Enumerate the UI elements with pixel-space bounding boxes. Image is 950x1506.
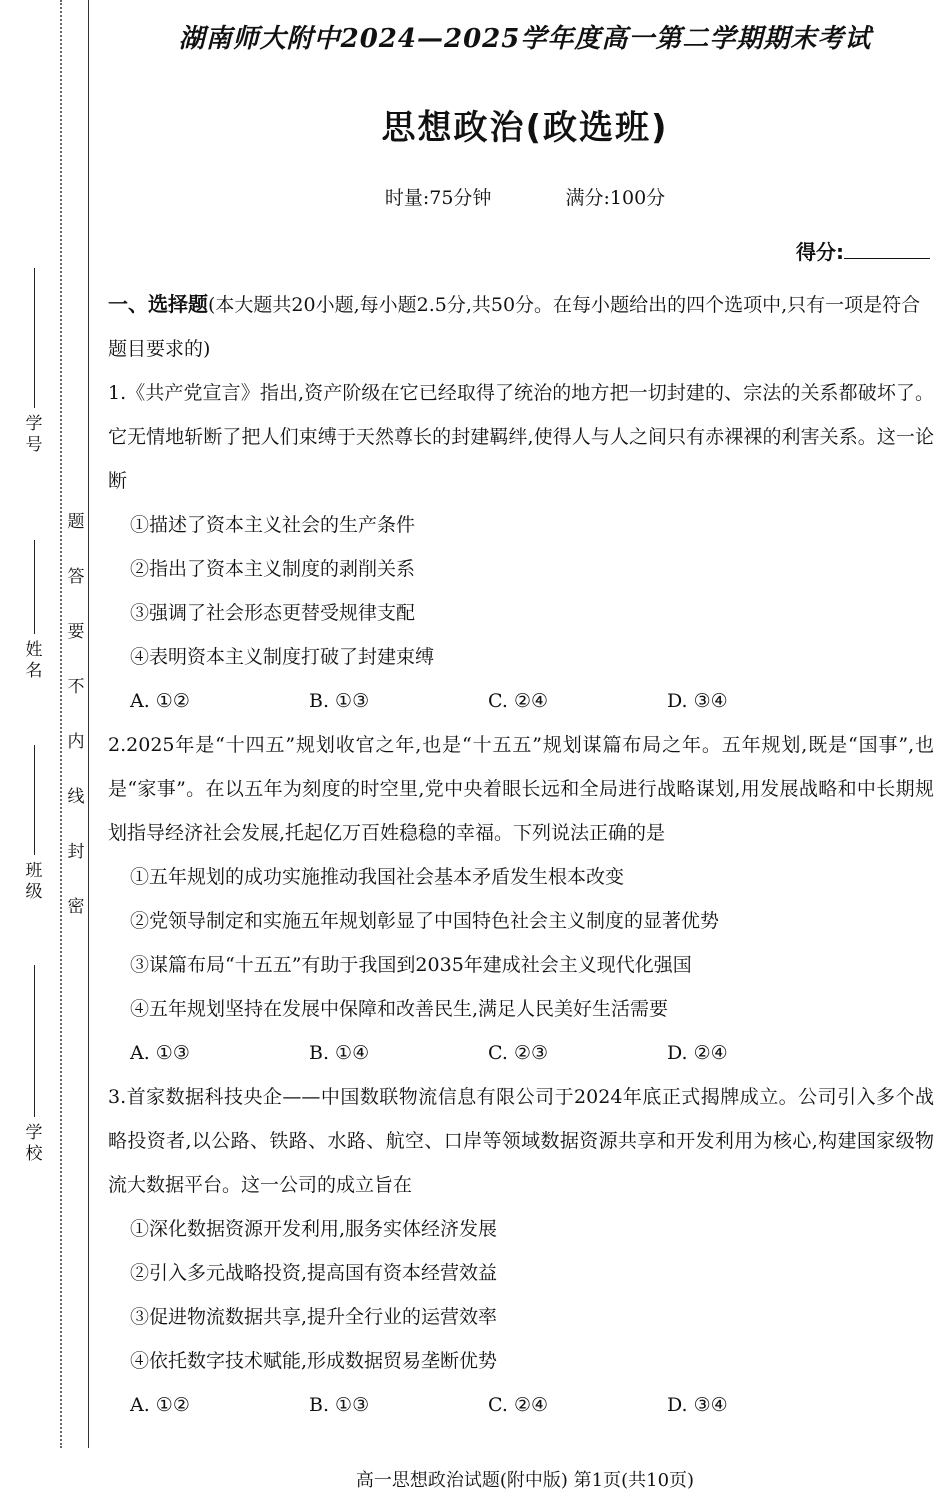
margin-rule bbox=[88, 0, 89, 1448]
school-blank bbox=[34, 965, 35, 1117]
seal-char: 答 bbox=[67, 567, 85, 587]
student-id-label: 学号 bbox=[25, 414, 43, 455]
question-number: 2. bbox=[108, 734, 127, 756]
statement-option: ①描述了资本主义社会的生产条件 bbox=[130, 514, 416, 536]
statement-option: ④依托数字技术赋能,形成数据贸易垄断优势 bbox=[130, 1350, 498, 1372]
question-number: 1. bbox=[108, 382, 127, 404]
exam-title: 湖南师大附中2024—2025学年度高一第二学期期末考试 bbox=[178, 24, 872, 54]
answer-choices bbox=[108, 1031, 934, 1075]
question-2 bbox=[108, 723, 934, 1075]
choice-a[interactable]: A. ①③ bbox=[130, 1042, 190, 1064]
statement-option: ②引入多元战略投资,提高国有资本经营效益 bbox=[130, 1262, 498, 1284]
statement-option: ④表明资本主义制度打破了封建束缚 bbox=[130, 646, 435, 668]
seal-line-notice bbox=[66, 512, 86, 952]
seal-char: 线 bbox=[67, 787, 85, 807]
statement-option: ③促进物流数据共享,提升全行业的运营效率 bbox=[130, 1306, 498, 1328]
choice-a[interactable]: A. ①② bbox=[130, 690, 190, 712]
choice-b[interactable]: B. ①④ bbox=[309, 1042, 370, 1064]
exam-body bbox=[108, 282, 934, 1427]
statement-option: ①深化数据资源开发利用,服务实体经济发展 bbox=[130, 1218, 498, 1240]
score-label: 得分: bbox=[796, 240, 844, 264]
student-id-blank bbox=[34, 268, 35, 408]
choice-b[interactable]: B. ①③ bbox=[309, 690, 370, 712]
answer-choices bbox=[108, 1383, 934, 1427]
name-label: 姓名 bbox=[25, 640, 43, 681]
question-text: 《共产党宣言》指出,资产阶级在它已经取得了统治的地方把一切封建的、宗法的关系都破坏了。它无情地斩断了把人们束缚于天然尊长的封建羁绊,使得人与人之间只有赤裸裸的利害关系。这一论断 bbox=[108, 382, 934, 492]
answer-choices bbox=[108, 679, 934, 723]
page-footer: 高一思想政治试题(附中版) 第1页(共10页) bbox=[355, 1470, 695, 1491]
binding-dotted-line bbox=[60, 0, 62, 1448]
name-field bbox=[22, 540, 46, 688]
statement-option: ②党领导制定和实施五年规划彰显了中国特色社会主义制度的显著优势 bbox=[130, 910, 720, 932]
statement-option: ②指出了资本主义制度的剥削关系 bbox=[130, 558, 416, 580]
question-stem bbox=[108, 723, 934, 855]
section-header bbox=[108, 282, 934, 371]
question-text: 2025年是“十四五”规划收官之年,也是“十五五”规划谋篇布局之年。五年规划,既是“国事”,也是“家事”。在以五年为刻度的时空里,党中央着眼长远和全局进行战略谋划,用发展战略和中长期规划指导经济社会发展,托起亿万百姓稳稳的幸福。下列说法正确的是 bbox=[108, 734, 934, 844]
score-box bbox=[796, 236, 930, 265]
choice-c[interactable]: C. ②④ bbox=[488, 690, 549, 712]
statement-option: ④五年规划坚持在发展中保障和改善民生,满足人民美好生活需要 bbox=[130, 998, 669, 1020]
class-field bbox=[22, 745, 46, 909]
seal-char: 题 bbox=[67, 512, 85, 532]
question-number: 3. bbox=[108, 1086, 127, 1108]
choice-d[interactable]: D. ③④ bbox=[667, 690, 728, 712]
statement-option: ①五年规划的成功实施推动我国社会基本矛盾发生根本改变 bbox=[130, 866, 625, 888]
full-score: 满分:100分 bbox=[565, 187, 666, 209]
section-title: 一、选择题 bbox=[108, 292, 208, 316]
question-text: 首家数据科技央企——中国数联物流信息有限公司于2024年底正式揭牌成立。公司引入多个战略投资者,以公路、铁路、水路、航空、口岸等领域数据资源共享和开发利用为核心,构建国家级物流大数据平台。这一公司的成立旨在 bbox=[108, 1086, 934, 1196]
statement-option: ③强调了社会形态更替受规律支配 bbox=[130, 602, 416, 624]
choice-c[interactable]: C. ②③ bbox=[488, 1042, 549, 1064]
choice-d[interactable]: D. ②④ bbox=[667, 1042, 728, 1064]
score-blank[interactable] bbox=[844, 240, 930, 259]
choice-b[interactable]: B. ①③ bbox=[309, 1394, 370, 1416]
seal-char: 要 bbox=[67, 622, 85, 642]
subject-title: 思想政治(政选班) bbox=[381, 108, 669, 148]
class-blank bbox=[34, 745, 35, 855]
choice-d[interactable]: D. ③④ bbox=[667, 1394, 728, 1416]
question-1 bbox=[108, 371, 934, 723]
class-label: 班级 bbox=[25, 861, 43, 902]
choice-a[interactable]: A. ①② bbox=[130, 1394, 190, 1416]
seal-char: 密 bbox=[67, 897, 85, 917]
choice-c[interactable]: C. ②④ bbox=[488, 1394, 549, 1416]
school-field bbox=[22, 965, 46, 1171]
seal-char: 内 bbox=[67, 732, 85, 752]
time-limit: 时量:75分钟 bbox=[384, 187, 492, 209]
question-stem bbox=[108, 1075, 934, 1207]
question-3 bbox=[108, 1075, 934, 1427]
section-instruction: (本大题共20小题,每小题2.5分,共50分。在每小题给出的四个选项中,只有一项是符合题目要求的) bbox=[108, 294, 921, 360]
seal-char: 封 bbox=[67, 842, 85, 862]
school-label: 学校 bbox=[25, 1123, 43, 1164]
student-id-field bbox=[22, 268, 46, 462]
name-blank bbox=[34, 540, 35, 634]
exam-info bbox=[100, 183, 950, 210]
question-stem bbox=[108, 371, 934, 503]
seal-char: 不 bbox=[67, 677, 85, 697]
statement-option: ③谋篇布局“十五五”有助于我国到2035年建成社会主义现代化强国 bbox=[130, 954, 692, 976]
